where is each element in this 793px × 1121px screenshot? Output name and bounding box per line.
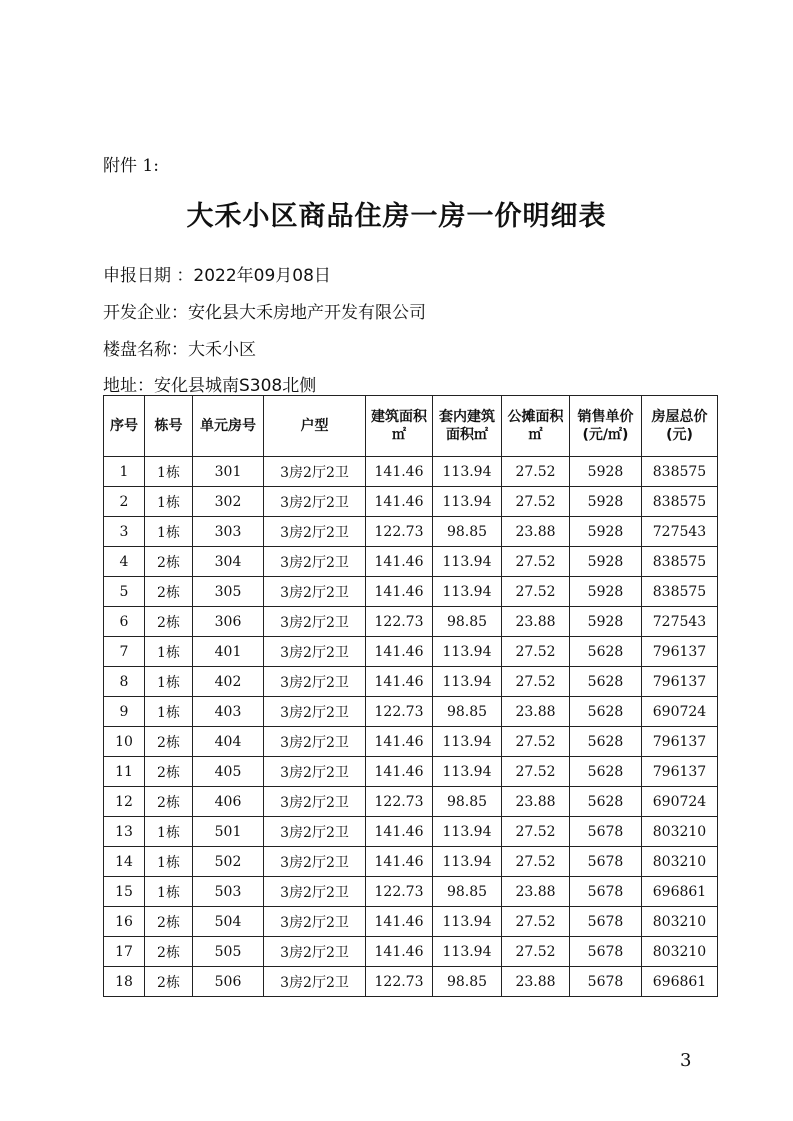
- table-row: [104, 457, 718, 487]
- table-cell: 838575: [642, 457, 718, 487]
- project-label: 楼盘名称：: [103, 340, 188, 360]
- table-cell: 23.88: [502, 607, 570, 637]
- table-cell: 727543: [642, 517, 718, 547]
- table-cell: 141.46: [366, 817, 433, 847]
- table-cell: 141.46: [366, 907, 433, 937]
- table-cell: 12: [104, 787, 145, 817]
- table-row: [104, 817, 718, 847]
- table-cell: 2栋: [145, 727, 193, 757]
- table-cell: 1: [104, 457, 145, 487]
- table-cell: 3房2厅2卫: [264, 457, 366, 487]
- header-cell: 房屋总价(元): [642, 396, 718, 457]
- table-cell: 696861: [642, 877, 718, 907]
- table-cell: 3房2厅2卫: [264, 697, 366, 727]
- table-cell: 141.46: [366, 937, 433, 967]
- table-cell: 1栋: [145, 877, 193, 907]
- page-number: 3: [680, 1050, 692, 1071]
- table-row: [104, 967, 718, 997]
- table-row: [104, 667, 718, 697]
- table-row: [104, 487, 718, 517]
- table-cell: 122.73: [366, 787, 433, 817]
- table-cell: 5928: [570, 487, 642, 517]
- table-cell: 113.94: [433, 457, 502, 487]
- table-cell: 122.73: [366, 517, 433, 547]
- header-cell: 序号: [104, 396, 145, 457]
- table-cell: 10: [104, 727, 145, 757]
- table-cell: 98.85: [433, 787, 502, 817]
- table-cell: 113.94: [433, 937, 502, 967]
- table-cell: 5678: [570, 817, 642, 847]
- table-cell: 838575: [642, 547, 718, 577]
- table-cell: 122.73: [366, 877, 433, 907]
- header-cell: 栋号: [145, 396, 193, 457]
- table-cell: 23.88: [502, 517, 570, 547]
- table-cell: 27.52: [502, 637, 570, 667]
- table-cell: 2栋: [145, 937, 193, 967]
- table-cell: 3房2厅2卫: [264, 547, 366, 577]
- report-date-value: 2022年09月08日: [193, 266, 331, 286]
- table-cell: 838575: [642, 487, 718, 517]
- header-cell: 户型: [264, 396, 366, 457]
- table-cell: 796137: [642, 757, 718, 787]
- table-cell: 141.46: [366, 667, 433, 697]
- table-cell: 2栋: [145, 787, 193, 817]
- table-cell: 303: [193, 517, 264, 547]
- table-cell: 5678: [570, 937, 642, 967]
- table-cell: 3房2厅2卫: [264, 907, 366, 937]
- table-cell: 504: [193, 907, 264, 937]
- table-cell: 506: [193, 967, 264, 997]
- table-cell: 1栋: [145, 517, 193, 547]
- table-cell: 401: [193, 637, 264, 667]
- table-cell: 5928: [570, 547, 642, 577]
- table-cell: 501: [193, 817, 264, 847]
- table-row: [104, 697, 718, 727]
- table-cell: 141.46: [366, 577, 433, 607]
- table-cell: 16: [104, 907, 145, 937]
- table-cell: 3房2厅2卫: [264, 637, 366, 667]
- table-cell: 5: [104, 577, 145, 607]
- table-cell: 796137: [642, 637, 718, 667]
- table-cell: 27.52: [502, 577, 570, 607]
- table-cell: 141.46: [366, 487, 433, 517]
- table-cell: 406: [193, 787, 264, 817]
- table-cell: 3房2厅2卫: [264, 787, 366, 817]
- table-cell: 8: [104, 667, 145, 697]
- table-cell: 15: [104, 877, 145, 907]
- table-cell: 141.46: [366, 727, 433, 757]
- table-cell: 113.94: [433, 727, 502, 757]
- table-cell: 1栋: [145, 487, 193, 517]
- table-cell: 2栋: [145, 907, 193, 937]
- table-cell: 803210: [642, 847, 718, 877]
- table-cell: 17: [104, 937, 145, 967]
- table-cell: 3房2厅2卫: [264, 607, 366, 637]
- table-cell: 3: [104, 517, 145, 547]
- table-cell: 27.52: [502, 937, 570, 967]
- table-cell: 4: [104, 547, 145, 577]
- table-cell: 23.88: [502, 967, 570, 997]
- annex-label: 附件 1:: [103, 156, 159, 176]
- table-cell: 690724: [642, 787, 718, 817]
- table-row: [104, 517, 718, 547]
- project-value: 大禾小区: [188, 340, 256, 360]
- table-cell: 3房2厅2卫: [264, 847, 366, 877]
- header-cell: 单元房号: [193, 396, 264, 457]
- developer-label: 开发企业：: [103, 303, 188, 323]
- developer-value: 安化县大禾房地产开发有限公司: [188, 303, 426, 323]
- header-cell: 销售单价(元/㎡): [570, 396, 642, 457]
- table-row: [104, 727, 718, 757]
- table-row: [104, 547, 718, 577]
- table-cell: 5628: [570, 757, 642, 787]
- table-cell: 3房2厅2卫: [264, 757, 366, 787]
- table-cell: 796137: [642, 727, 718, 757]
- table-body: [104, 457, 718, 997]
- table-cell: 27.52: [502, 727, 570, 757]
- table-cell: 838575: [642, 577, 718, 607]
- table-cell: 2栋: [145, 967, 193, 997]
- table-row: [104, 607, 718, 637]
- table-cell: 5928: [570, 457, 642, 487]
- table-cell: 113.94: [433, 667, 502, 697]
- table-cell: 9: [104, 697, 145, 727]
- header-cell: 公摊面积㎡: [502, 396, 570, 457]
- table-cell: 502: [193, 847, 264, 877]
- header-cell: 套内建筑面积㎡: [433, 396, 502, 457]
- table-cell: 113.94: [433, 757, 502, 787]
- table-cell: 141.46: [366, 757, 433, 787]
- table-row: [104, 787, 718, 817]
- table-cell: 98.85: [433, 697, 502, 727]
- table-cell: 113.94: [433, 547, 502, 577]
- table-cell: 122.73: [366, 697, 433, 727]
- table-row: [104, 637, 718, 667]
- table-cell: 305: [193, 577, 264, 607]
- table-cell: 1栋: [145, 457, 193, 487]
- report-date-line: [103, 261, 331, 286]
- table-cell: 141.46: [366, 457, 433, 487]
- table-cell: 7: [104, 637, 145, 667]
- table-cell: 27.52: [502, 457, 570, 487]
- table-cell: 2栋: [145, 547, 193, 577]
- table-cell: 98.85: [433, 877, 502, 907]
- table-cell: 122.73: [366, 607, 433, 637]
- address-value: 安化县城南S308北侧: [154, 376, 317, 396]
- report-date-label: 申报日期 ：: [103, 266, 194, 286]
- table-cell: 27.52: [502, 847, 570, 877]
- table-row: [104, 907, 718, 937]
- table-cell: 2栋: [145, 607, 193, 637]
- table-row: [104, 757, 718, 787]
- table-cell: 141.46: [366, 547, 433, 577]
- table-cell: 113.94: [433, 487, 502, 517]
- table-cell: 5628: [570, 637, 642, 667]
- table-cell: 23.88: [502, 697, 570, 727]
- table-cell: 27.52: [502, 487, 570, 517]
- table-cell: 5928: [570, 577, 642, 607]
- table-cell: 503: [193, 877, 264, 907]
- table-cell: 1栋: [145, 817, 193, 847]
- table-cell: 5678: [570, 847, 642, 877]
- table-cell: 306: [193, 607, 264, 637]
- table-cell: 3房2厅2卫: [264, 817, 366, 847]
- table-cell: 11: [104, 757, 145, 787]
- table-row: [104, 847, 718, 877]
- table-cell: 5628: [570, 697, 642, 727]
- table-cell: 113.94: [433, 637, 502, 667]
- table-cell: 403: [193, 697, 264, 727]
- page-title: 大禾小区商品住房一房一价明细表: [186, 201, 607, 232]
- table-cell: 803210: [642, 907, 718, 937]
- table-row: [104, 877, 718, 907]
- table-cell: 2栋: [145, 577, 193, 607]
- table-cell: 27.52: [502, 667, 570, 697]
- table-cell: 23.88: [502, 787, 570, 817]
- table-cell: 141.46: [366, 637, 433, 667]
- table-cell: 27.52: [502, 757, 570, 787]
- table-cell: 27.52: [502, 817, 570, 847]
- header-cell: 建筑面积㎡: [366, 396, 433, 457]
- table-cell: 1栋: [145, 847, 193, 877]
- table-cell: 2: [104, 487, 145, 517]
- table-cell: 3房2厅2卫: [264, 967, 366, 997]
- table-cell: 113.94: [433, 847, 502, 877]
- table-cell: 5678: [570, 877, 642, 907]
- table-cell: 3房2厅2卫: [264, 877, 366, 907]
- table-cell: 5928: [570, 517, 642, 547]
- table-row: [104, 937, 718, 967]
- table-cell: 302: [193, 487, 264, 517]
- table-cell: 727543: [642, 607, 718, 637]
- table-cell: 23.88: [502, 877, 570, 907]
- table-cell: 405: [193, 757, 264, 787]
- table-cell: 696861: [642, 967, 718, 997]
- table-cell: 113.94: [433, 907, 502, 937]
- table-cell: 402: [193, 667, 264, 697]
- project-line: [103, 335, 256, 360]
- table-cell: 3房2厅2卫: [264, 667, 366, 697]
- table-cell: 5628: [570, 787, 642, 817]
- table-cell: 98.85: [433, 967, 502, 997]
- table-cell: 304: [193, 547, 264, 577]
- price-detail-table: [103, 395, 718, 997]
- table-cell: 5678: [570, 967, 642, 997]
- table-cell: 3房2厅2卫: [264, 937, 366, 967]
- table-cell: 1栋: [145, 667, 193, 697]
- table-cell: 796137: [642, 667, 718, 697]
- table-cell: 301: [193, 457, 264, 487]
- table-cell: 98.85: [433, 517, 502, 547]
- table-cell: 803210: [642, 937, 718, 967]
- table-cell: 27.52: [502, 547, 570, 577]
- address-line: [103, 371, 316, 396]
- table-cell: 18: [104, 967, 145, 997]
- table-cell: 5628: [570, 727, 642, 757]
- table-cell: 3房2厅2卫: [264, 517, 366, 547]
- table-cell: 3房2厅2卫: [264, 727, 366, 757]
- table-cell: 690724: [642, 697, 718, 727]
- table-cell: 141.46: [366, 847, 433, 877]
- table-cell: 1栋: [145, 697, 193, 727]
- table-cell: 3房2厅2卫: [264, 487, 366, 517]
- table-cell: 122.73: [366, 967, 433, 997]
- table-cell: 5678: [570, 907, 642, 937]
- table-cell: 5928: [570, 607, 642, 637]
- table-cell: 13: [104, 817, 145, 847]
- table-cell: 113.94: [433, 577, 502, 607]
- table-cell: 2栋: [145, 757, 193, 787]
- developer-line: [103, 298, 426, 323]
- table-cell: 27.52: [502, 907, 570, 937]
- table-cell: 14: [104, 847, 145, 877]
- table-cell: 6: [104, 607, 145, 637]
- table-cell: 113.94: [433, 817, 502, 847]
- address-label: 地址：: [103, 376, 154, 396]
- table-header-row: [104, 396, 718, 457]
- table-cell: 5628: [570, 667, 642, 697]
- table-cell: 3房2厅2卫: [264, 577, 366, 607]
- table-row: [104, 577, 718, 607]
- table-cell: 98.85: [433, 607, 502, 637]
- table-cell: 404: [193, 727, 264, 757]
- table-cell: 803210: [642, 817, 718, 847]
- table-cell: 505: [193, 937, 264, 967]
- table-cell: 1栋: [145, 637, 193, 667]
